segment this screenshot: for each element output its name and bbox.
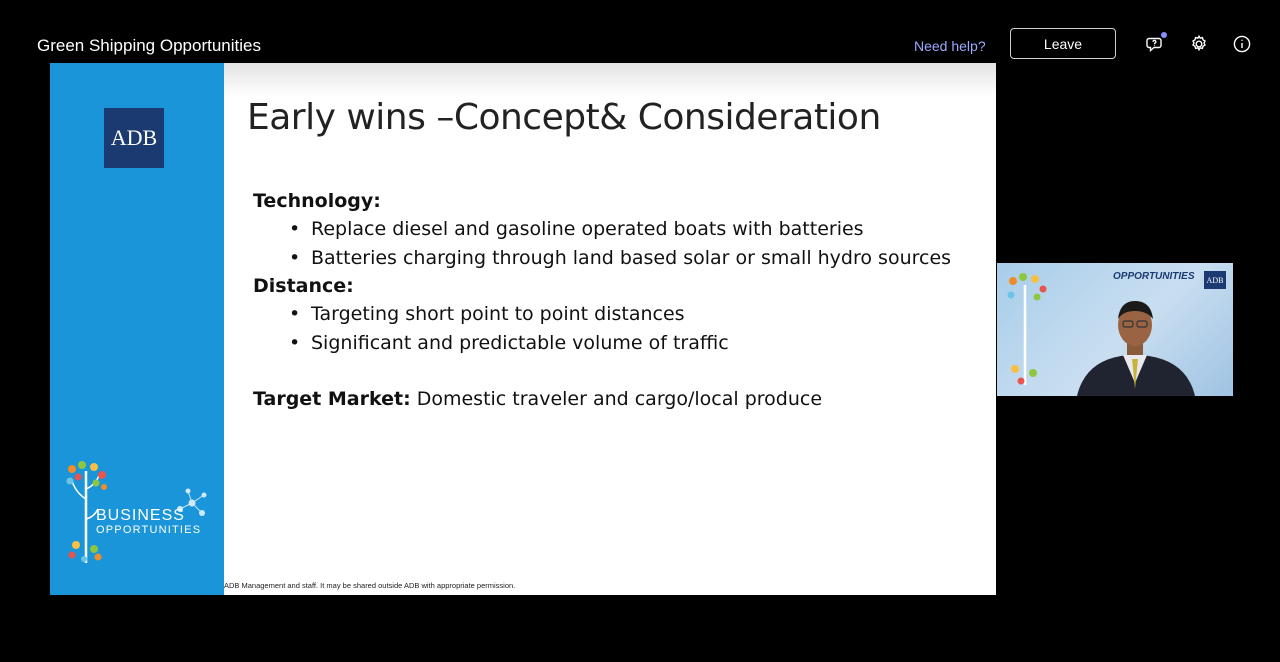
slide-body	[253, 187, 951, 432]
section-heading: Technology:	[253, 190, 381, 212]
video-adb-logo: ADB	[1204, 271, 1226, 289]
adb-logo: ADB	[104, 108, 164, 168]
slide-header-band	[224, 63, 996, 97]
video-banner: OPPORTUNITIES	[1113, 271, 1195, 282]
participant-video[interactable]	[997, 263, 1233, 396]
target-market-line	[253, 385, 951, 413]
gear-icon[interactable]	[1189, 34, 1209, 54]
target-market-label: Target Market:	[253, 388, 411, 410]
bullet-list	[253, 300, 951, 357]
shared-slide	[50, 63, 996, 595]
bullet-item: • Significant and predictable volume of traffic	[311, 329, 951, 358]
chat-help-icon[interactable]	[1146, 34, 1166, 54]
meeting-title: Green Shipping Opportunities	[37, 36, 261, 55]
slide-footer-note: ADB Management and staff. It may be shared outside ADB with appropriate permission.	[224, 581, 516, 590]
target-market-text: Domestic traveler and cargo/local produce	[410, 388, 823, 410]
leave-button[interactable]: Leave	[1010, 28, 1116, 59]
slide-title: Early wins –Concept& Consideration	[247, 97, 881, 138]
bullet-item: • Targeting short point to point distances	[311, 300, 951, 329]
section-heading: Distance:	[253, 275, 354, 297]
slide-sidebar	[50, 63, 224, 595]
bullet-item: • Replace diesel and gasoline operated boats with batteries	[311, 215, 951, 244]
brand-line2: OPPORTUNITIES	[96, 524, 202, 536]
notification-dot	[1161, 32, 1167, 38]
tree-logo-icon	[1003, 269, 1049, 391]
bullet-list	[253, 215, 951, 272]
business-opportunities-brand	[96, 507, 201, 536]
info-icon[interactable]	[1232, 34, 1252, 54]
need-help-link[interactable]: Need help?	[914, 38, 986, 54]
bullet-item: • Batteries charging through land based solar or small hydro sources	[311, 244, 951, 273]
brand-line1: BUSINESS	[96, 507, 185, 524]
participant-avatar	[1071, 301, 1201, 396]
